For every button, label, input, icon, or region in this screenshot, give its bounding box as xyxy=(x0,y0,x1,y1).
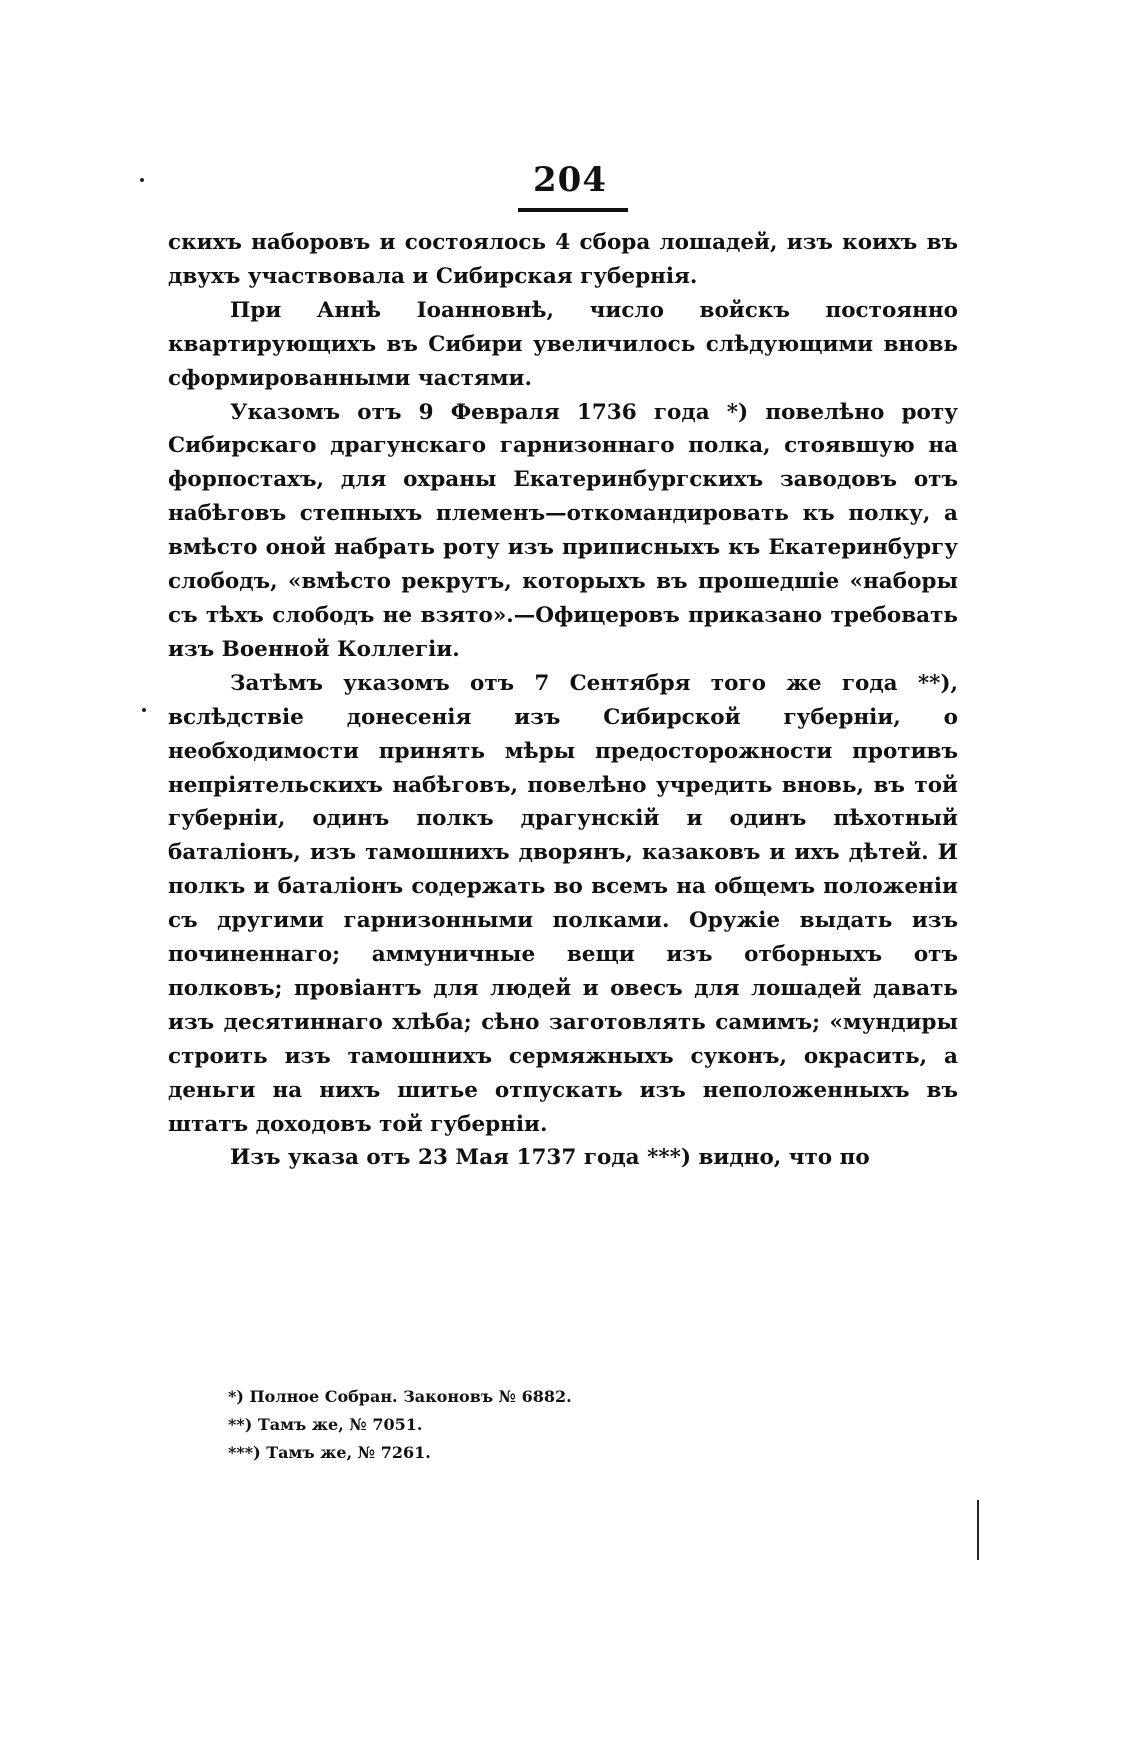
footnote-1: *) Полное Собран. Законовъ № 6882. xyxy=(228,1387,572,1406)
paragraph-4: Затѣмъ указомъ отъ 7 Сентября того же года **), вслѣдствіе донесенія изъ Сибирской губерніи, о необходимости принять мѣры предосторожности противъ непріятельскихъ набѣговъ, повелѣно учредить вновь, въ той губерніи, одинъ полкъ драгунскій и одинъ пѣхотный баталіонъ, изъ тамошнихъ дворянъ, казаковъ и ихъ дѣтей. И полкъ и баталіонъ содержать во всемъ на общемъ положеніи съ другими гарнизонными полками. Оружіе выдать изъ починеннаго; аммуничные вещи изъ отборныхъ отъ полковъ; провіантъ для людей и овесъ для лошадей давать изъ десятиннаго хлѣба; сѣно заготовлять самимъ; «мундиры строить изъ тамошнихъ сермяжныхъ суконъ, окрасить, а деньги на нихъ шитье отпускать изъ неположенныхъ въ штатъ доходовъ той губерніи. xyxy=(168,670,958,1137)
header-rule xyxy=(518,208,628,212)
page-number: 204 xyxy=(533,160,607,200)
footnote-2: **) Тамъ же, № 7051. xyxy=(228,1415,423,1434)
paragraph-2: При Аннѣ Іоанновнѣ, число войскъ постоянно квартирующихъ въ Сибири увеличилось слѣдующими вновь сформированными частями. xyxy=(168,297,958,391)
paragraph-5: Изъ указа отъ 23 Мая 1737 года ***) видно, что по xyxy=(230,1145,870,1171)
scan-dot xyxy=(140,178,144,182)
footnote-3: ***) Тамъ же, № 7261. xyxy=(228,1443,431,1462)
scan-dot xyxy=(142,708,146,712)
paragraph-1: скихъ наборовъ и состоялось 4 сбора лошадей, изъ коихъ въ двухъ участвовала и Сибирская губернія. xyxy=(168,230,958,289)
scan-margin-line xyxy=(977,1500,979,1560)
footnotes xyxy=(228,1383,828,1467)
paragraph-3: Указомъ отъ 9 Февраля 1736 года *) повелѣно роту Сибирскаго драгунскаго гарнизоннаго полка, стоявшую на форпостахъ, для охраны Екатеринбургскихъ заводовъ отъ набѣговъ степныхъ племенъ—откомандировать къ полку, а вмѣсто оной набрать роту изъ приписныхъ къ Екатеринбургу слободъ, «вмѣсто рекрутъ, которыхъ въ прошедшіе «наборы съ тѣхъ слободъ не взято».—Офицеровъ приказано требовать изъ Военной Коллегіи. xyxy=(168,399,958,662)
body-text xyxy=(168,226,958,1175)
